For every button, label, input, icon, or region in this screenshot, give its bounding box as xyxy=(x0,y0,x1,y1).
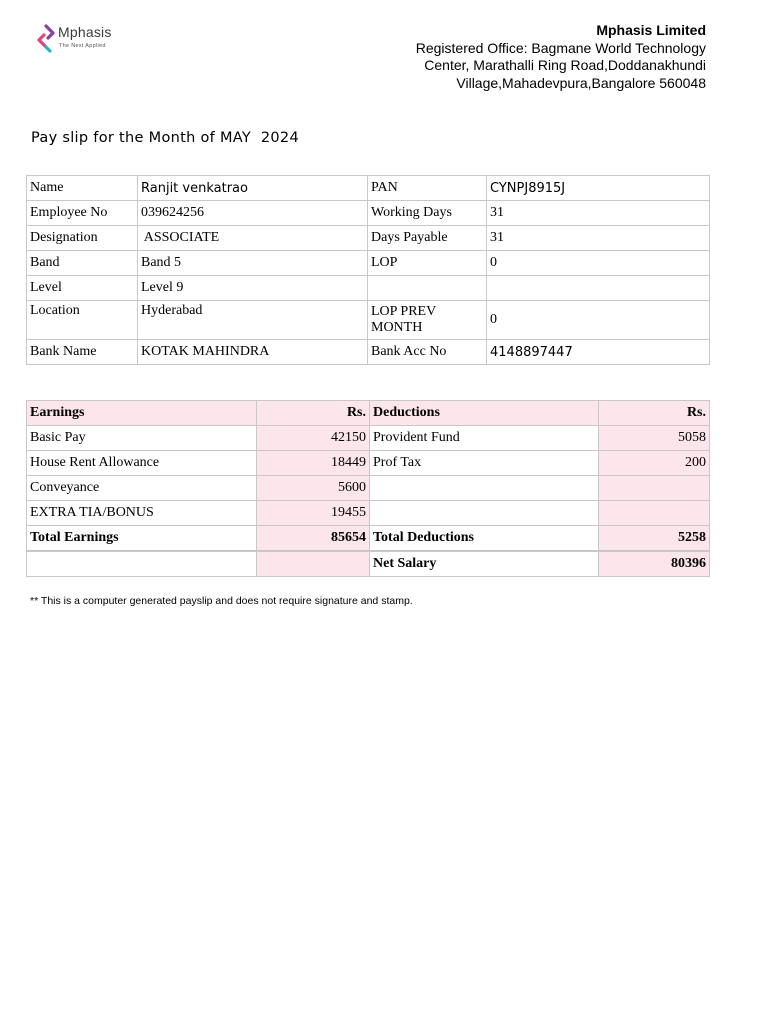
label-cell: LOP xyxy=(368,251,487,276)
deduction-value xyxy=(599,501,710,526)
earning-value: 5600 xyxy=(257,476,370,501)
earnings-deductions-table xyxy=(26,400,710,577)
deduction-value: 200 xyxy=(599,451,710,476)
deduction-label: Provident Fund xyxy=(370,426,599,451)
label-cell: PAN xyxy=(368,176,487,201)
table-row xyxy=(27,251,710,276)
value-cell: 0 xyxy=(487,251,710,276)
value-cell: 31 xyxy=(487,226,710,251)
label-cell: Name xyxy=(27,176,138,201)
earning-label: Conveyance xyxy=(27,476,257,501)
net-salary-label: Net Salary xyxy=(370,551,599,577)
value-cell xyxy=(487,276,710,301)
label-cell: Employee No xyxy=(27,201,138,226)
table-row xyxy=(27,426,710,451)
earning-value: 18449 xyxy=(257,451,370,476)
total-deductions-label: Total Deductions xyxy=(370,526,599,552)
deduction-label xyxy=(370,476,599,501)
table-row xyxy=(27,501,710,526)
page-title: Pay slip for the Month of MAY 2024 xyxy=(31,130,299,146)
value-cell: Level 9 xyxy=(138,276,368,301)
label-cell: Days Payable xyxy=(368,226,487,251)
label-cell xyxy=(368,276,487,301)
empty-cell xyxy=(27,551,257,577)
table-row xyxy=(27,340,710,365)
deductions-rs-header: Rs. xyxy=(599,401,710,426)
label-cell: Bank Name xyxy=(27,340,138,365)
totals-row xyxy=(27,526,710,552)
value-cell: Hyderabad xyxy=(138,301,368,340)
total-deductions-value: 5258 xyxy=(599,526,710,552)
net-salary-row xyxy=(27,551,710,577)
value-cell: 0 xyxy=(487,301,710,340)
earning-label: House Rent Allowance xyxy=(27,451,257,476)
earning-label: EXTRA TIA/BONUS xyxy=(27,501,257,526)
total-earnings-label: Total Earnings xyxy=(27,526,257,552)
value-cell: 039624256 xyxy=(138,201,368,226)
table-row xyxy=(27,301,710,340)
mphasis-logo-icon xyxy=(36,24,56,54)
value-cell: Band 5 xyxy=(138,251,368,276)
employee-info-table xyxy=(26,175,710,365)
earnings-header: Earnings xyxy=(27,401,257,426)
table-row xyxy=(27,176,710,201)
deduction-value: 5058 xyxy=(599,426,710,451)
company-address-line: Registered Office: Bagmane World Technology xyxy=(415,39,706,56)
table-row xyxy=(27,226,710,251)
company-name: Mphasis Limited xyxy=(596,22,706,38)
deductions-header: Deductions xyxy=(370,401,599,426)
value-cell: KOTAK MAHINDRA xyxy=(138,340,368,365)
logo-name: Mphasis xyxy=(58,24,112,40)
earning-value: 42150 xyxy=(257,426,370,451)
label-cell: LOP PREV MONTH xyxy=(368,301,487,340)
label-cell: Level xyxy=(27,276,138,301)
logo-tagline: The Next Applied xyxy=(59,43,106,49)
value-cell: Ranjit venkatrao xyxy=(138,176,368,201)
table-header-row xyxy=(27,401,710,426)
label-cell: Designation xyxy=(27,226,138,251)
total-earnings-value: 85654 xyxy=(257,526,370,552)
company-address-line: Center, Marathalli Ring Road,Doddanakhundi xyxy=(424,57,706,73)
earnings-rs-header: Rs. xyxy=(257,401,370,426)
deduction-label xyxy=(370,501,599,526)
company-address-line: Village,Mahadevpura,Bangalore 560048 xyxy=(456,74,706,91)
company-logo xyxy=(36,22,146,58)
table-row xyxy=(27,476,710,501)
footer-note: ** This is a computer generated payslip and does not require signature and stamp. xyxy=(30,595,413,607)
value-cell: ASSOCIATE xyxy=(138,226,368,251)
deduction-label: Prof Tax xyxy=(370,451,599,476)
empty-cell xyxy=(257,551,370,577)
table-row xyxy=(27,451,710,476)
label-cell: Location xyxy=(27,301,138,340)
company-header xyxy=(416,22,706,92)
table-row xyxy=(27,276,710,301)
table-row xyxy=(27,201,710,226)
value-cell: 4148897447 xyxy=(487,340,710,365)
value-cell: 31 xyxy=(487,201,710,226)
net-salary-value: 80396 xyxy=(599,551,710,577)
value-cell: CYNPJ8915J xyxy=(487,176,710,201)
label-cell: Band xyxy=(27,251,138,276)
label-cell: Bank Acc No xyxy=(368,340,487,365)
earning-label: Basic Pay xyxy=(27,426,257,451)
label-cell: Working Days xyxy=(368,201,487,226)
earning-value: 19455 xyxy=(257,501,370,526)
deduction-value xyxy=(599,476,710,501)
